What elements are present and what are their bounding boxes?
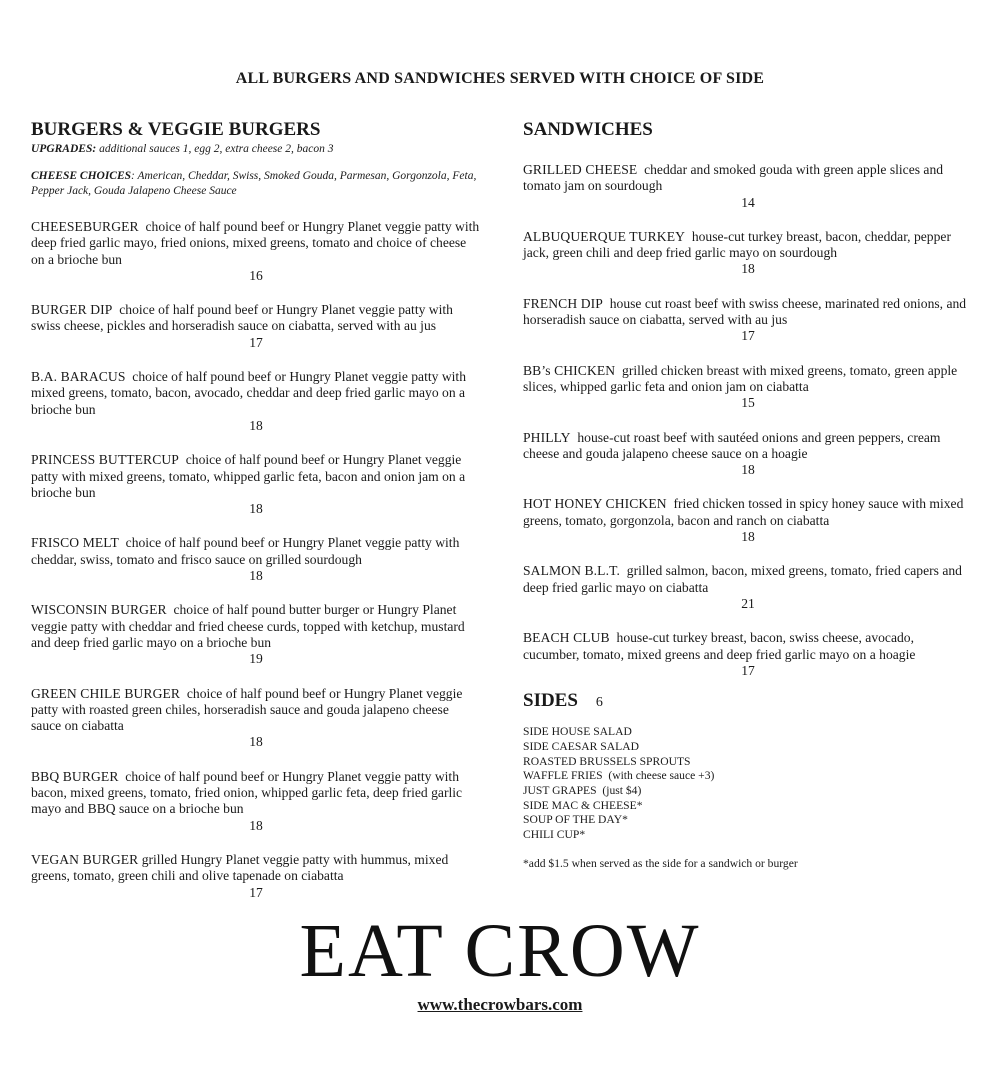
sides-price: 6: [595, 695, 603, 711]
menu-item: [523, 363, 973, 412]
menu-item-description: choice of half pound beef or Hungry Planet veggie patty with bacon, mixed greens, tomato, fried onion, whipped garlic feta, deep fried garlic mayo and BBQ sauce on a brioche bun: [31, 768, 466, 817]
menu-item: [31, 302, 481, 351]
side-item: ROASTED BRUSSELS SPROUTS: [523, 754, 691, 768]
side-item: SOUP OF THE DAY*: [523, 813, 628, 827]
menu-item: [31, 219, 481, 284]
menu-item-description: choice of half pound beef or Hungry Planet veggie patty with roasted green chiles, horseradish sauce and gouda jalapeno cheese sauce on ciabatta: [31, 685, 466, 734]
sandwich-list: [523, 162, 973, 679]
menu-item-name: BB’s CHICKEN: [523, 362, 616, 378]
menu-item: [523, 296, 973, 345]
menu-banner: ALL BURGERS AND SANDWICHES SERVED WITH CHOICE OF SIDE: [235, 70, 765, 87]
menu-item-description: choice of half pound beef or Hungry Planet veggie patty with mixed greens, tomato, whipped garlic feta, bacon and onion jam on a brioche bun: [31, 452, 469, 500]
menu-item: [523, 229, 973, 278]
menu-item-description: house-cut roast beef with sautéed onions and green peppers, cream cheese and gouda jalapeno cheese sauce on a hoagie: [523, 429, 944, 461]
menu-item-name: CHEESEBURGER: [31, 219, 139, 234]
sides-footnote: *add $1.5 when served as the side for a sandwich or burger: [523, 856, 798, 870]
cheese-choices-note: [31, 169, 481, 199]
menu-item-name: BURGER DIP: [31, 302, 113, 318]
side-item: SIDE CAESAR SALAD: [523, 739, 639, 753]
menu-item-description: cheddar and smoked gouda with green apple slices and tomato jam on sourdough: [523, 162, 947, 194]
menu-item: [523, 563, 973, 612]
website-link[interactable]: www.thecrowbars.com: [417, 995, 583, 1014]
menu-item-price: 18: [741, 261, 755, 277]
menu-item-name: BBQ BURGER: [31, 768, 119, 784]
menu-item-name: PHILLY: [523, 429, 571, 445]
sides-section: [523, 689, 973, 870]
menu-item-name: GREEN CHILE BURGER: [31, 685, 181, 701]
menu-item-name: HOT HONEY CHICKEN: [523, 496, 667, 512]
menu-item-price: 17: [249, 884, 263, 900]
side-item: SIDE MAC & CHEESE*: [523, 798, 643, 812]
menu-item-name: FRENCH DIP: [523, 295, 603, 311]
menu-item-price: 18: [741, 462, 755, 478]
menu-item: [31, 602, 481, 667]
brand-logo-text: EAT CROW: [299, 909, 701, 993]
menu-item: [523, 162, 973, 211]
menu-item-description: choice of half pound beef or Hungry Planet veggie patty with deep fried garlic mayo, fried onions, mixed greens, tomato and choice of cheese on a brioche bun: [31, 219, 483, 267]
cheese-choices-label: CHEESE CHOICES: [31, 170, 132, 182]
menu-item-name: GRILLED CHEESE: [523, 162, 638, 177]
menu-item: [523, 496, 973, 545]
menu-item-price: 18: [741, 529, 755, 545]
menu-item-description: house cut roast beef with swiss cheese, marinated red onions, and horseradish sauce on ciabatta, served with au jus: [523, 295, 970, 328]
side-item: SIDE HOUSE SALAD: [523, 725, 632, 739]
menu-item-name: VEGAN BURGER: [31, 851, 139, 867]
menu-item-description: grilled Hungry Planet veggie patty with hummus, mixed greens, tomato, green chili and olive tapenade on ciabatta: [31, 851, 452, 884]
burgers-section-title: BURGERS & VEGGIE BURGERS: [31, 119, 321, 140]
menu-item-description: house-cut turkey breast, bacon, swiss cheese, avocado, cucumber, tomato, mixed greens and deep fried garlic mayo on a hoagie: [523, 630, 918, 662]
cheese-choices-text: : American, Cheddar, Swiss, Smoked Gouda, Parmesan, Gorgonzola, Feta, Pepper Jack, Gouda Jalapeno Cheese Sauce: [31, 170, 477, 197]
menu-item-price: 14: [741, 194, 755, 210]
menu-item-price: 18: [249, 817, 263, 833]
menu-item-name: ALBUQUERQUE TURKEY: [523, 228, 686, 244]
side-item: WAFFLE FRIES (with cheese sauce +3): [523, 769, 715, 783]
menu-item-description: choice of half pound beef or Hungry Planet veggie patty with swiss cheese, pickles and horseradish sauce on ciabatta, served with au jus: [31, 302, 457, 334]
menu-item-name: SALMON B.L.T.: [523, 563, 620, 579]
burger-list: [31, 219, 481, 901]
menu-item-price: 16: [249, 267, 263, 283]
menu-item-description: grilled salmon, bacon, mixed greens, tomato, fried capers and deep fried garlic mayo on ciabatta: [523, 563, 966, 595]
sandwiches-column: [523, 118, 973, 870]
menu-item-price: 17: [249, 334, 263, 350]
menu-item: [31, 686, 481, 751]
menu-item-price: 18: [249, 734, 263, 750]
side-item: CHILI CUP*: [523, 828, 586, 842]
menu-item-price: 15: [741, 395, 755, 411]
menu-item-price: 17: [741, 328, 755, 344]
menu-item-name: WISCONSIN BURGER: [31, 602, 167, 618]
side-item: JUST GRAPES (just $4): [523, 783, 642, 797]
menu-item-name: FRISCO MELT: [31, 535, 119, 551]
menu-item: [523, 430, 973, 479]
menu-item-description: choice of half pound beef or Hungry Planet veggie patty with cheddar, swiss, tomato and frisco sauce on grilled sourdough: [31, 535, 463, 567]
menu-item-price: 21: [741, 595, 755, 611]
menu-item-description: choice of half pound butter burger or Hungry Planet veggie patty with cheddar and fried cheese curds, topped with ketchup, mustard and deep fried garlic mayo on a brioche bun: [31, 602, 469, 650]
menu-item-description: fried chicken tossed in spicy honey sauce with mixed greens, tomato, gorgonzola, bacon and ranch on ciabatta: [523, 496, 967, 528]
menu-item-price: 18: [249, 568, 263, 584]
upgrades-label: UPGRADES:: [31, 143, 97, 155]
menu-item: [31, 852, 481, 901]
sandwiches-section-title: SANDWICHES: [523, 119, 653, 140]
menu-item: [523, 630, 973, 679]
upgrades-note: [31, 142, 481, 157]
menu-item: [31, 535, 481, 584]
menu-item: [31, 369, 481, 434]
menu-item-name: B.A. BARACUS: [31, 369, 126, 385]
menu-item-name: PRINCESS BUTTERCUP: [31, 452, 179, 468]
upgrades-text: additional sauces 1, egg 2, extra cheese 2, bacon 3: [96, 143, 334, 155]
menu-item-price: 18: [249, 417, 263, 433]
menu-item-price: 18: [249, 501, 263, 517]
menu-item-description: grilled chicken breast with mixed greens, tomato, green apple slices, whipped garlic feta and onion jam on ciabatta: [523, 362, 961, 394]
menu-item-name: BEACH CLUB: [523, 630, 610, 646]
sides-list: [523, 725, 973, 843]
burgers-column: [31, 118, 481, 901]
menu-item-description: house-cut turkey breast, bacon, cheddar, pepper jack, green chili and deep fried garlic mayo on sourdough: [523, 228, 955, 261]
menu-item-price: 17: [741, 662, 755, 678]
menu-item: [31, 769, 481, 834]
menu-item-price: 19: [249, 651, 263, 667]
sides-section-title: SIDES: [523, 690, 578, 712]
menu-item-description: choice of half pound beef or Hungry Planet veggie patty with mixed greens, tomato, bacon, avocado, cheddar and deep fried garlic mayo on a brioche bun: [31, 369, 470, 417]
menu-item: [31, 452, 481, 517]
